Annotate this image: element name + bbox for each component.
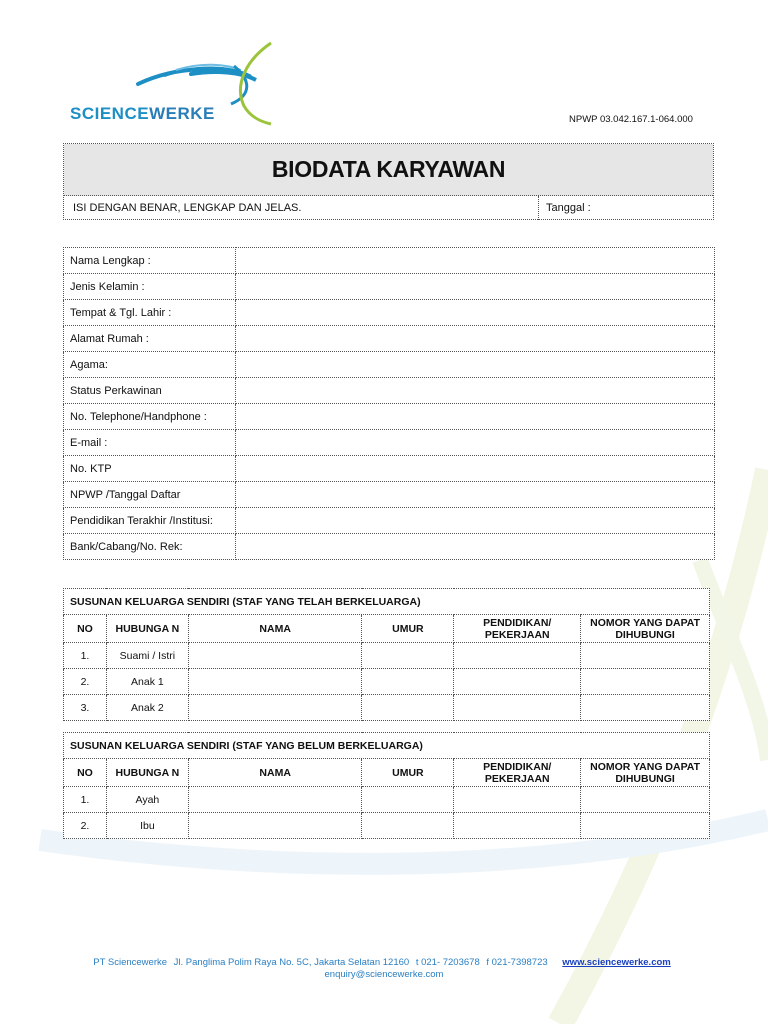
family-column-header: PENDIDIKAN/ PEKERJAAN bbox=[454, 759, 581, 787]
family-row bbox=[64, 669, 710, 695]
biodata-row bbox=[64, 248, 715, 274]
family-row bbox=[64, 643, 710, 669]
brand-wordmark bbox=[70, 104, 215, 124]
family-age-input[interactable] bbox=[362, 813, 454, 839]
biodata-row bbox=[64, 300, 715, 326]
family-contact-input[interactable] bbox=[581, 813, 710, 839]
biodata-field-input[interactable] bbox=[236, 482, 715, 508]
family-column-header: UMUR bbox=[362, 615, 454, 643]
biodata-field-input[interactable] bbox=[236, 430, 715, 456]
family-age-input[interactable] bbox=[362, 787, 454, 813]
family-relation: Ibu bbox=[106, 813, 188, 839]
family-contact-input[interactable] bbox=[581, 669, 710, 695]
biodata-row bbox=[64, 326, 715, 352]
instruction-row bbox=[64, 196, 713, 220]
biodata-field-input[interactable] bbox=[236, 248, 715, 274]
biodata-row bbox=[64, 456, 715, 482]
biodata-field-label: Alamat Rumah : bbox=[64, 326, 236, 352]
family-row bbox=[64, 787, 710, 813]
family-education-input[interactable] bbox=[454, 669, 581, 695]
biodata-field-input[interactable] bbox=[236, 378, 715, 404]
family-row bbox=[64, 695, 710, 721]
family-age-input[interactable] bbox=[362, 669, 454, 695]
family-column-header: PENDIDIKAN/ PEKERJAAN bbox=[454, 615, 581, 643]
family-relation: Suami / Istri bbox=[106, 643, 188, 669]
biodata-field-label: Status Perkawinan bbox=[64, 378, 236, 404]
biodata-field-label: NPWP /Tanggal Daftar bbox=[64, 482, 236, 508]
family-column-header: NAMA bbox=[188, 615, 362, 643]
biodata-row bbox=[64, 430, 715, 456]
family-contact-input[interactable] bbox=[581, 695, 710, 721]
family-name-input[interactable] bbox=[188, 695, 362, 721]
footer-company: PT Sciencewerke bbox=[93, 957, 168, 968]
family-married-table bbox=[63, 588, 710, 721]
footer-phone: t 021- 7203678 bbox=[415, 957, 480, 968]
family-education-input[interactable] bbox=[454, 787, 581, 813]
biodata-field-label: Nama Lengkap : bbox=[64, 248, 236, 274]
footer-email[interactable]: enquiry@sciencewerke.com bbox=[324, 969, 444, 980]
date-field[interactable]: Tanggal : bbox=[546, 202, 591, 214]
biodata-field-input[interactable] bbox=[236, 326, 715, 352]
family-column-header: NOMOR YANG DAPAT DIHUBUNGI bbox=[581, 759, 710, 787]
page-title: BIODATA KARYAWAN bbox=[64, 144, 713, 196]
biodata-field-input[interactable] bbox=[236, 274, 715, 300]
instruction-text: ISI DENGAN BENAR, LENGKAP DAN JELAS. bbox=[64, 196, 539, 220]
family-contact-input[interactable] bbox=[581, 643, 710, 669]
biodata-field-input[interactable] bbox=[236, 508, 715, 534]
family-column-header: UMUR bbox=[362, 759, 454, 787]
family-name-input[interactable] bbox=[188, 643, 362, 669]
biodata-field-input[interactable] bbox=[236, 300, 715, 326]
footer-fax: f 021-7398723 bbox=[486, 957, 548, 968]
family-column-header: HUBUNGA N bbox=[106, 615, 188, 643]
biodata-table bbox=[63, 247, 715, 560]
family-relation: Anak 2 bbox=[106, 695, 188, 721]
brand-name-werke: WERKE bbox=[149, 104, 215, 123]
biodata-row bbox=[64, 404, 715, 430]
family-row bbox=[64, 813, 710, 839]
biodata-field-label: Agama: bbox=[64, 352, 236, 378]
family-row-number: 3. bbox=[64, 695, 107, 721]
biodata-field-input[interactable] bbox=[236, 404, 715, 430]
family-header-row bbox=[64, 759, 710, 787]
family-contact-input[interactable] bbox=[581, 787, 710, 813]
company-npwp: NPWP 03.042.167.1-064.000 bbox=[569, 114, 693, 125]
title-box bbox=[63, 143, 714, 220]
family-column-header: HUBUNGA N bbox=[106, 759, 188, 787]
family-column-header: NO bbox=[64, 615, 107, 643]
family-column-header: NAMA bbox=[188, 759, 362, 787]
family-column-header: NOMOR YANG DAPAT DIHUBUNGI bbox=[581, 615, 710, 643]
family-relation: Anak 1 bbox=[106, 669, 188, 695]
page-footer bbox=[0, 957, 768, 981]
family-row-number: 1. bbox=[64, 787, 107, 813]
family-row-number: 2. bbox=[64, 813, 107, 839]
biodata-row bbox=[64, 274, 715, 300]
family-row-number: 2. bbox=[64, 669, 107, 695]
biodata-row bbox=[64, 508, 715, 534]
footer-website-link[interactable]: www.sciencewerke.com bbox=[562, 957, 671, 968]
family-row-number: 1. bbox=[64, 643, 107, 669]
biodata-field-label: No. Telephone/Handphone : bbox=[64, 404, 236, 430]
family-column-header: NO bbox=[64, 759, 107, 787]
biodata-field-input[interactable] bbox=[236, 352, 715, 378]
family-age-input[interactable] bbox=[362, 643, 454, 669]
family-name-input[interactable] bbox=[188, 787, 362, 813]
footer-address: Jl. Panglima Polim Raya No. 5C, Jakarta Selatan 12160 bbox=[173, 957, 410, 968]
family-name-input[interactable] bbox=[188, 669, 362, 695]
family-married-caption: SUSUNAN KELUARGA SENDIRI (STAF YANG TELAH BERKELUARGA) bbox=[64, 589, 710, 615]
footer-line-1 bbox=[0, 957, 768, 969]
family-relation: Ayah bbox=[106, 787, 188, 813]
biodata-field-label: No. KTP bbox=[64, 456, 236, 482]
family-header-row bbox=[64, 615, 710, 643]
biodata-field-label: Tempat & Tgl. Lahir : bbox=[64, 300, 236, 326]
biodata-field-input[interactable] bbox=[236, 534, 715, 560]
biodata-row bbox=[64, 352, 715, 378]
biodata-field-label: Jenis Kelamin : bbox=[64, 274, 236, 300]
biodata-field-label: Bank/Cabang/No. Rek: bbox=[64, 534, 236, 560]
family-name-input[interactable] bbox=[188, 813, 362, 839]
biodata-field-input[interactable] bbox=[236, 456, 715, 482]
family-education-input[interactable] bbox=[454, 813, 581, 839]
brand-name-science: SCIENCE bbox=[70, 104, 150, 123]
biodata-field-label: Pendidikan Terakhir /Institusi: bbox=[64, 508, 236, 534]
biodata-row bbox=[64, 378, 715, 404]
family-single-table bbox=[63, 732, 710, 839]
family-education-input[interactable] bbox=[454, 695, 581, 721]
family-single-caption: SUSUNAN KELUARGA SENDIRI (STAF YANG BELUM BERKELUARGA) bbox=[64, 733, 710, 759]
biodata-row bbox=[64, 482, 715, 508]
biodata-field-label: E-mail : bbox=[64, 430, 236, 456]
biodata-row bbox=[64, 534, 715, 560]
family-age-input[interactable] bbox=[362, 695, 454, 721]
family-education-input[interactable] bbox=[454, 643, 581, 669]
